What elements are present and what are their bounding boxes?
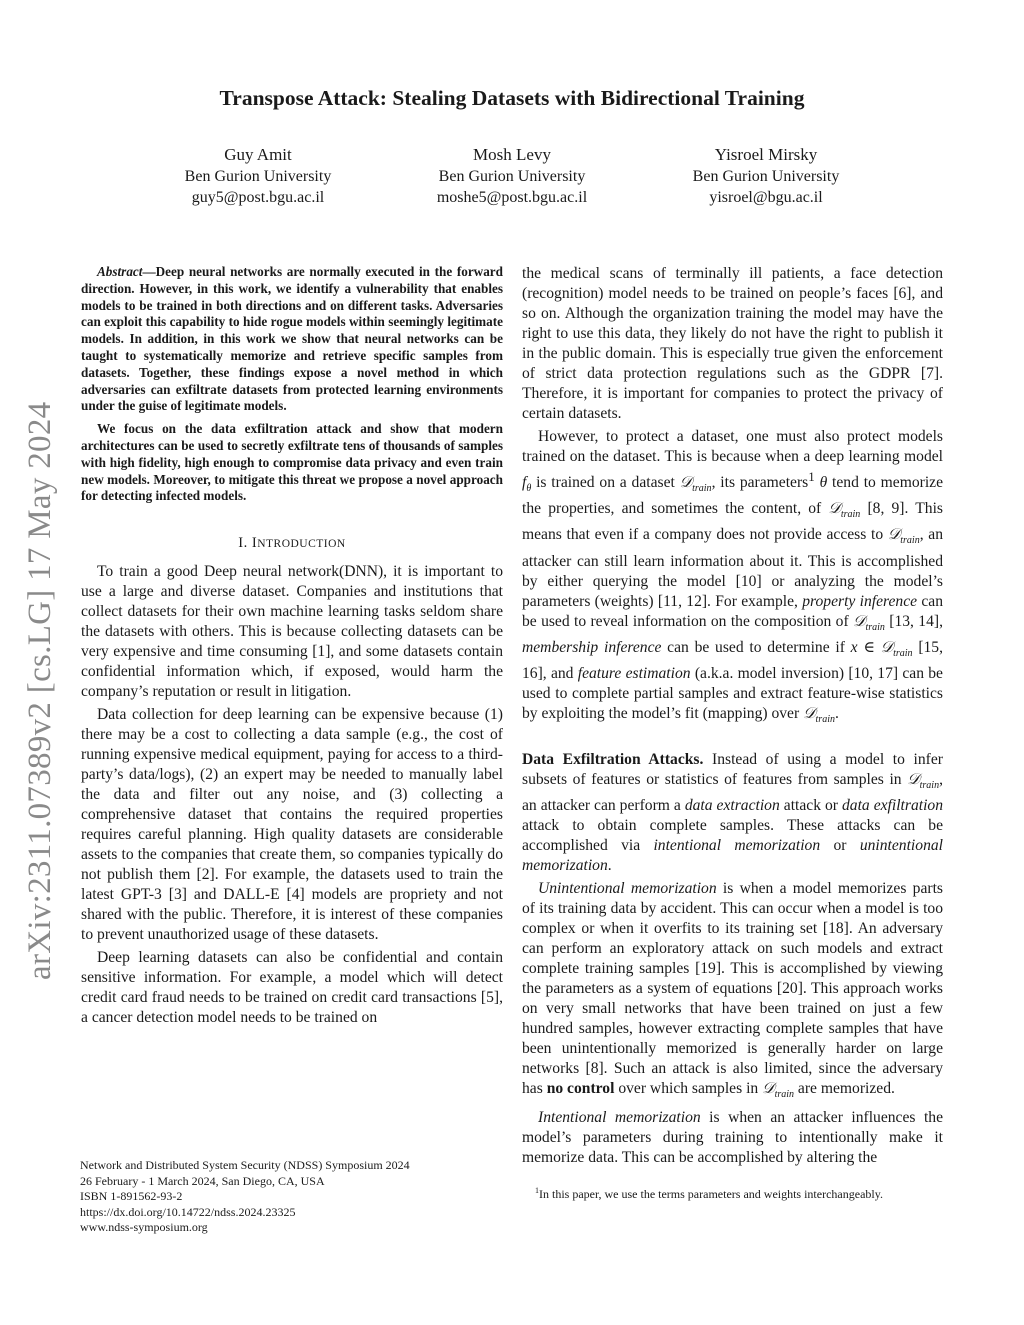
abstract-text: —Deep neural networks are normally executed in the forward direction. However, in this work, we identify a vulnerability that enables models to be trained in both directions and on different tasks. Adversaries can exploit this capability to hide rogue models within seemingly legitimate models. In addition, in this work we show that neural networks can be taught to systematically memorize and retrieve specific samples from datasets. Together, these findings expose a novel method in which adversaries can exfiltrate datasets from protected learning environments under the guise of legitimate models. (81, 264, 503, 414)
paper-title: Transpose Attack: Stealing Datasets with Bidirectional Training (219, 86, 805, 110)
footnote-ref: 1 (808, 469, 815, 484)
abstract-paragraph-2: We focus on the data exfiltration attack and show that modern architectures can be used to secretly exfiltrate tens of thousands of samples with high fidelity, high enough to compromise data privacy and even train new models. Moreover, to mitigate this threat we propose a novel approach for detecting infected models. (81, 421, 503, 504)
author-block-3 (646, 144, 886, 208)
abstract-label: Abstract (97, 264, 143, 279)
section-title-initial: I (251, 535, 258, 552)
author-block-1 (138, 144, 378, 208)
arxiv-id: arXiv:2311.07389v2 [cs.LG] 17 May 2024 (22, 401, 58, 980)
conference-footer (80, 1158, 410, 1236)
author-email: moshe5@post.bgu.ac.il (436, 189, 588, 206)
author-affiliation: Ben Gurion University (184, 168, 332, 185)
author-email: yisroel@bgu.ac.il (709, 189, 823, 206)
footnote (535, 1186, 883, 1202)
section-number: I. (238, 535, 248, 552)
math-d-train: 𝒟$_{train}$ (762, 1079, 795, 1101)
exfiltration-heading: Data Exfiltration Attacks. (522, 750, 704, 768)
author-name: Mosh Levy (473, 145, 551, 164)
math-f-theta: $f_\theta$ (522, 474, 532, 495)
section-heading (81, 535, 503, 552)
footer-line: https://dx.doi.org/10.14722/ndss.2024.23325 (80, 1204, 296, 1219)
author-email: guy5@post.bgu.ac.il (191, 189, 325, 206)
footer-line: ISBN 1-891562-93-2 (80, 1189, 183, 1203)
right-paragraph-2: However, to protect a dataset, one must also protect models trained on the dataset. This is because when a deep learning model $f_\theta$ is trained on a dataset 𝒟$_{train}$, its parameters$^1$ θ tend to memorize the properties, and sometimes the content, of 𝒟$_{train}$ [8, 9]. This means that even if a company does not provide access to 𝒟$_{train}$, an attacker can still learn information about it. This is accomplished by either querying the model [10] or analyzing the model’s parameters (weights) [11, 12]. For example, property inference can be used to reveal information on the composition of 𝒟$_{train}$ [13, 14], membership inference can be used to determine if x ∈ 𝒟$_{train}$ [15, 16], and feature estimation (a.k.a. model inversion) [10, 17] can be used to complete partial samples and extract feature-wise statistics by exploiting the model’s fit (mapping) over 𝒟$_{train}$. (522, 428, 944, 725)
abstract-paragraph-1 (81, 264, 503, 415)
footer-line: Network and Distributed System Security (NDSS) Symposium 2024 (80, 1158, 410, 1172)
math-d-train: 𝒟$_{train}$ (907, 770, 940, 791)
intentional-paragraph: Intentional memorization is when an attacker influences the model’s parameters during training to intentionally make it memorize data. This can be accomplished by altering the (522, 1109, 943, 1167)
footnote-mark: 1 (535, 1186, 539, 1195)
math-d-train: 𝒟$_{train}$ (679, 474, 712, 495)
left-column (81, 264, 503, 1031)
intro-paragraph-1: To train a good Deep neural network(DNN), it is important to use a large and diverse dataset. Companies and institutions that collect datasets for their own machine learning tasks seldom share the datasets with others. This is because collecting datasets can be very expensive and time consuming [1], and some datasets contain confidential information which, if exposed, would harm the company’s reputation or result in litigation. (81, 563, 503, 701)
math-d-train: 𝒟$_{train}$ (887, 526, 920, 547)
section-title-rest: NTRODUCTION (257, 538, 346, 551)
right-column (522, 264, 943, 1171)
math-theta: θ (819, 474, 828, 492)
math-d-train: 𝒟$_{train}$ (803, 704, 835, 725)
author-block-2 (392, 144, 632, 208)
unintentional-paragraph: Unintentional memorization is when a model memorizes parts of its training data by accident. This can occur when a model is too complex or when it overfits to its training set [18]. An adversary can perform an exploratory attack on such models and extract complete training samples [19]. This is accomplished by viewing the parameters as a system of equations [20]. This approach works on very small networks that have been trained on just a few hundred samples, however extracting complete samples that have been unintentionally memorized is generally harder on large networks [8]. Such an attack is also limited, since the adversary has no control over which samples in 𝒟$_{train}$ are memorized. (522, 879, 943, 1101)
math-d-train: 𝒟$_{train}$ (828, 500, 861, 521)
footer-line: 26 February - 1 March 2024, San Diego, CA, USA (80, 1173, 325, 1188)
author-affiliation: Ben Gurion University (692, 168, 840, 185)
author-name: Guy Amit (224, 145, 292, 164)
intro-paragraph-2: Data collection for deep learning can be expensive because (1) there may be a cost to collecting a data sample (e.g., the cost of running expensive medical equipment, paying for access to a third-party’s data/logs), (2) an expert may be needed to manually label the data and filter out any noise, and (3) collecting a comprehensive dataset that contains the required properties requires careful planning. High quality datasets are considerable assets to the companies that create them, so companies typically do not publish them [2]. For example, the datasets used to train the latest GPT-3 [3] and DALL-E [4] models are propriety and not shared with the public. Therefore, it is interest of these companies to prevent unauthorized usage of these datasets. (81, 706, 503, 944)
footnote-text: In this paper, we use the terms parameters and weights interchangeably. (539, 1187, 883, 1201)
footer-line: www.ndss-symposium.org (80, 1220, 208, 1234)
author-name: Yisroel Mirsky (714, 145, 818, 164)
intro-paragraph-3: Deep learning datasets can also be confidential and contain sensitive information. For example, a model which will detect credit card fraud needs to be trained on credit card transactions [5], a cancer detection model needs to be trained on (81, 949, 503, 1027)
math-d-train: 𝒟$_{train}$ (853, 612, 885, 633)
exfiltration-paragraph: Data Exfiltration Attacks. Instead of using a model to infer subsets of features or statistics of features from samples in 𝒟$_{train}$, an attacker can perform a data extraction attack or data exfiltration attack to obtain complete samples. These attacks can be accomplished via intentional memorization or unintentional memorization. (522, 750, 943, 874)
math-x-in-d-train: x ∈ 𝒟$_{train}$ (850, 638, 913, 659)
right-paragraph-1: the medical scans of terminally ill patients, a face detection (recognition) model needs to be trained on people’s faces [6], and so on. Although the organization training the model may have the right to use this data, they likely do not have the right to publish it in the public domain. This is especially true given the enforcement of strict data protection regulations such as the GDPR [7]. Therefore, it is important for companies to protect the privacy of certain datasets. (522, 265, 943, 422)
author-affiliation: Ben Gurion University (438, 168, 586, 185)
